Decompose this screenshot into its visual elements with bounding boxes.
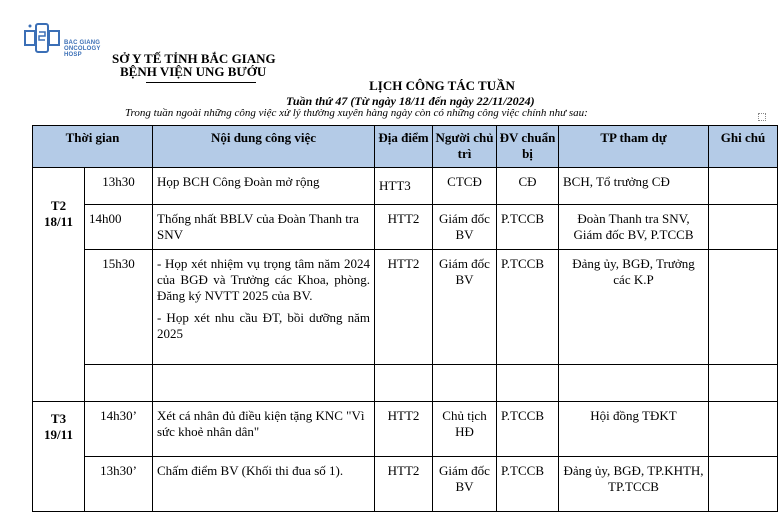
prep-cell: P.TCCB — [497, 205, 559, 250]
col-header-location: Địa điểm — [375, 126, 433, 168]
content-line: Xét cá nhân đủ điều kiện tặng KNC "Vì sức khoẻ nhân dân" — [157, 408, 365, 439]
col-header-content: Nội dung công việc — [153, 126, 375, 168]
time-cell: 15h30 — [85, 250, 153, 365]
host-cell: CTCĐ — [433, 168, 497, 205]
content-cell — [153, 250, 375, 365]
content-line: Chấm điểm BV (Khối thi đua số 1). — [157, 463, 344, 478]
content-cell — [153, 402, 375, 457]
host-cell: Giám đốc BV — [433, 457, 497, 512]
time-cell: 13h30 — [85, 168, 153, 205]
content-cell — [153, 365, 375, 402]
day-date: 19/11 — [44, 427, 73, 442]
content-line: - Họp xét nhiệm vụ trọng tâm năm 2024 của BGĐ và Trưởng các Khoa, phòng. Đăng ký NVTT 2025 của BV. — [157, 256, 370, 303]
host-cell — [433, 365, 497, 402]
host-cell: Giám đốc BV — [433, 205, 497, 250]
content-cell — [153, 205, 375, 250]
logo-line1: BAC GIANG — [64, 40, 101, 46]
attendees-cell — [559, 365, 709, 402]
document-title-wrap — [0, 78, 784, 94]
col-header-time: Thời gian — [33, 126, 153, 168]
schedule-table — [32, 125, 778, 512]
table-row — [33, 457, 778, 512]
logo-line2: ONCOLOGY HOSP — [64, 46, 101, 58]
week-range: Tuần thứ 47 (Từ ngày 18/11 đến ngày 22/11/2024) — [286, 94, 535, 108]
table-row — [33, 250, 778, 365]
attendees-cell: Đảng ủy, BGĐ, TP.KHTH, TP.TCCB — [559, 457, 709, 512]
attendees-cell: BCH, Tổ trưởng CĐ — [559, 168, 709, 205]
location-cell: HTT2 — [375, 457, 433, 512]
org-name-hospital: BỆNH VIỆN UNG BƯỚU — [120, 64, 267, 79]
time-cell: 14h30’ — [85, 402, 153, 457]
table-row — [33, 205, 778, 250]
note-cell — [709, 205, 778, 250]
prep-cell: CĐ — [497, 168, 559, 205]
header-row — [33, 126, 778, 168]
attendees-cell: Đoàn Thanh tra SNV, Giám đốc BV, P.TCCB — [559, 205, 709, 250]
location-cell: HTT2 — [375, 250, 433, 365]
prep-cell: P.TCCB — [497, 402, 559, 457]
day-name: T2 — [50, 198, 67, 213]
org-name-department: SỞ Y TẾ TỈNH BẮC GIANG — [112, 51, 276, 66]
intro-text: Trong tuần ngoài những công việc xử lý thường xuyên hàng ngày còn có những công việc chính như sau: — [125, 107, 588, 119]
content-cell — [153, 457, 375, 512]
attendees-cell: Hội đồng TĐKT — [559, 402, 709, 457]
content-cell — [153, 168, 375, 205]
col-header-attendees: TP tham dự — [559, 126, 709, 168]
prep-cell: P.TCCB — [497, 250, 559, 365]
col-header-host: Người chủ trì — [433, 126, 497, 168]
table-move-handle[interactable] — [758, 113, 766, 121]
host-cell: Giám đốc BV — [433, 250, 497, 365]
note-cell — [709, 250, 778, 365]
note-cell — [709, 402, 778, 457]
content-line: Họp BCH Công Đoàn mở rộng — [157, 174, 320, 189]
note-cell — [709, 457, 778, 512]
table-row — [33, 402, 778, 457]
document-title: LỊCH CÔNG TÁC TUẦN — [369, 78, 515, 93]
note-cell — [709, 365, 778, 402]
attendees-cell: Đảng ủy, BGĐ, Trưởng các K.P — [559, 250, 709, 365]
location-cell: HTT3 — [375, 168, 433, 205]
day-name: T3 — [50, 411, 67, 426]
hospital-logo — [24, 22, 120, 58]
location-cell: HTT2 — [375, 205, 433, 250]
host-cell: Chủ tịch HĐ — [433, 402, 497, 457]
location-cell — [375, 365, 433, 402]
time-cell: 13h30’ — [85, 457, 153, 512]
col-header-prep: ĐV chuẩn bị — [497, 126, 559, 168]
hospital-logo-icon — [24, 22, 64, 56]
prep-cell: P.TCCB — [497, 457, 559, 512]
table-row-empty — [33, 365, 778, 402]
day-date: 18/11 — [44, 214, 73, 229]
day-cell-monday — [33, 168, 85, 402]
day-cell-tuesday — [33, 402, 85, 512]
prep-cell — [497, 365, 559, 402]
content-line: Thống nhất BBLV của Đoàn Thanh tra SNV — [157, 211, 359, 242]
time-cell: 14h00 — [85, 205, 153, 250]
col-header-note: Ghi chú — [709, 126, 778, 168]
note-cell — [709, 168, 778, 205]
table-row — [33, 168, 778, 205]
content-line: - Họp xét nhu cầu ĐT, bồi dưỡng năm 2025 — [157, 310, 370, 341]
location-cell: HTT2 — [375, 402, 433, 457]
time-cell — [85, 365, 153, 402]
